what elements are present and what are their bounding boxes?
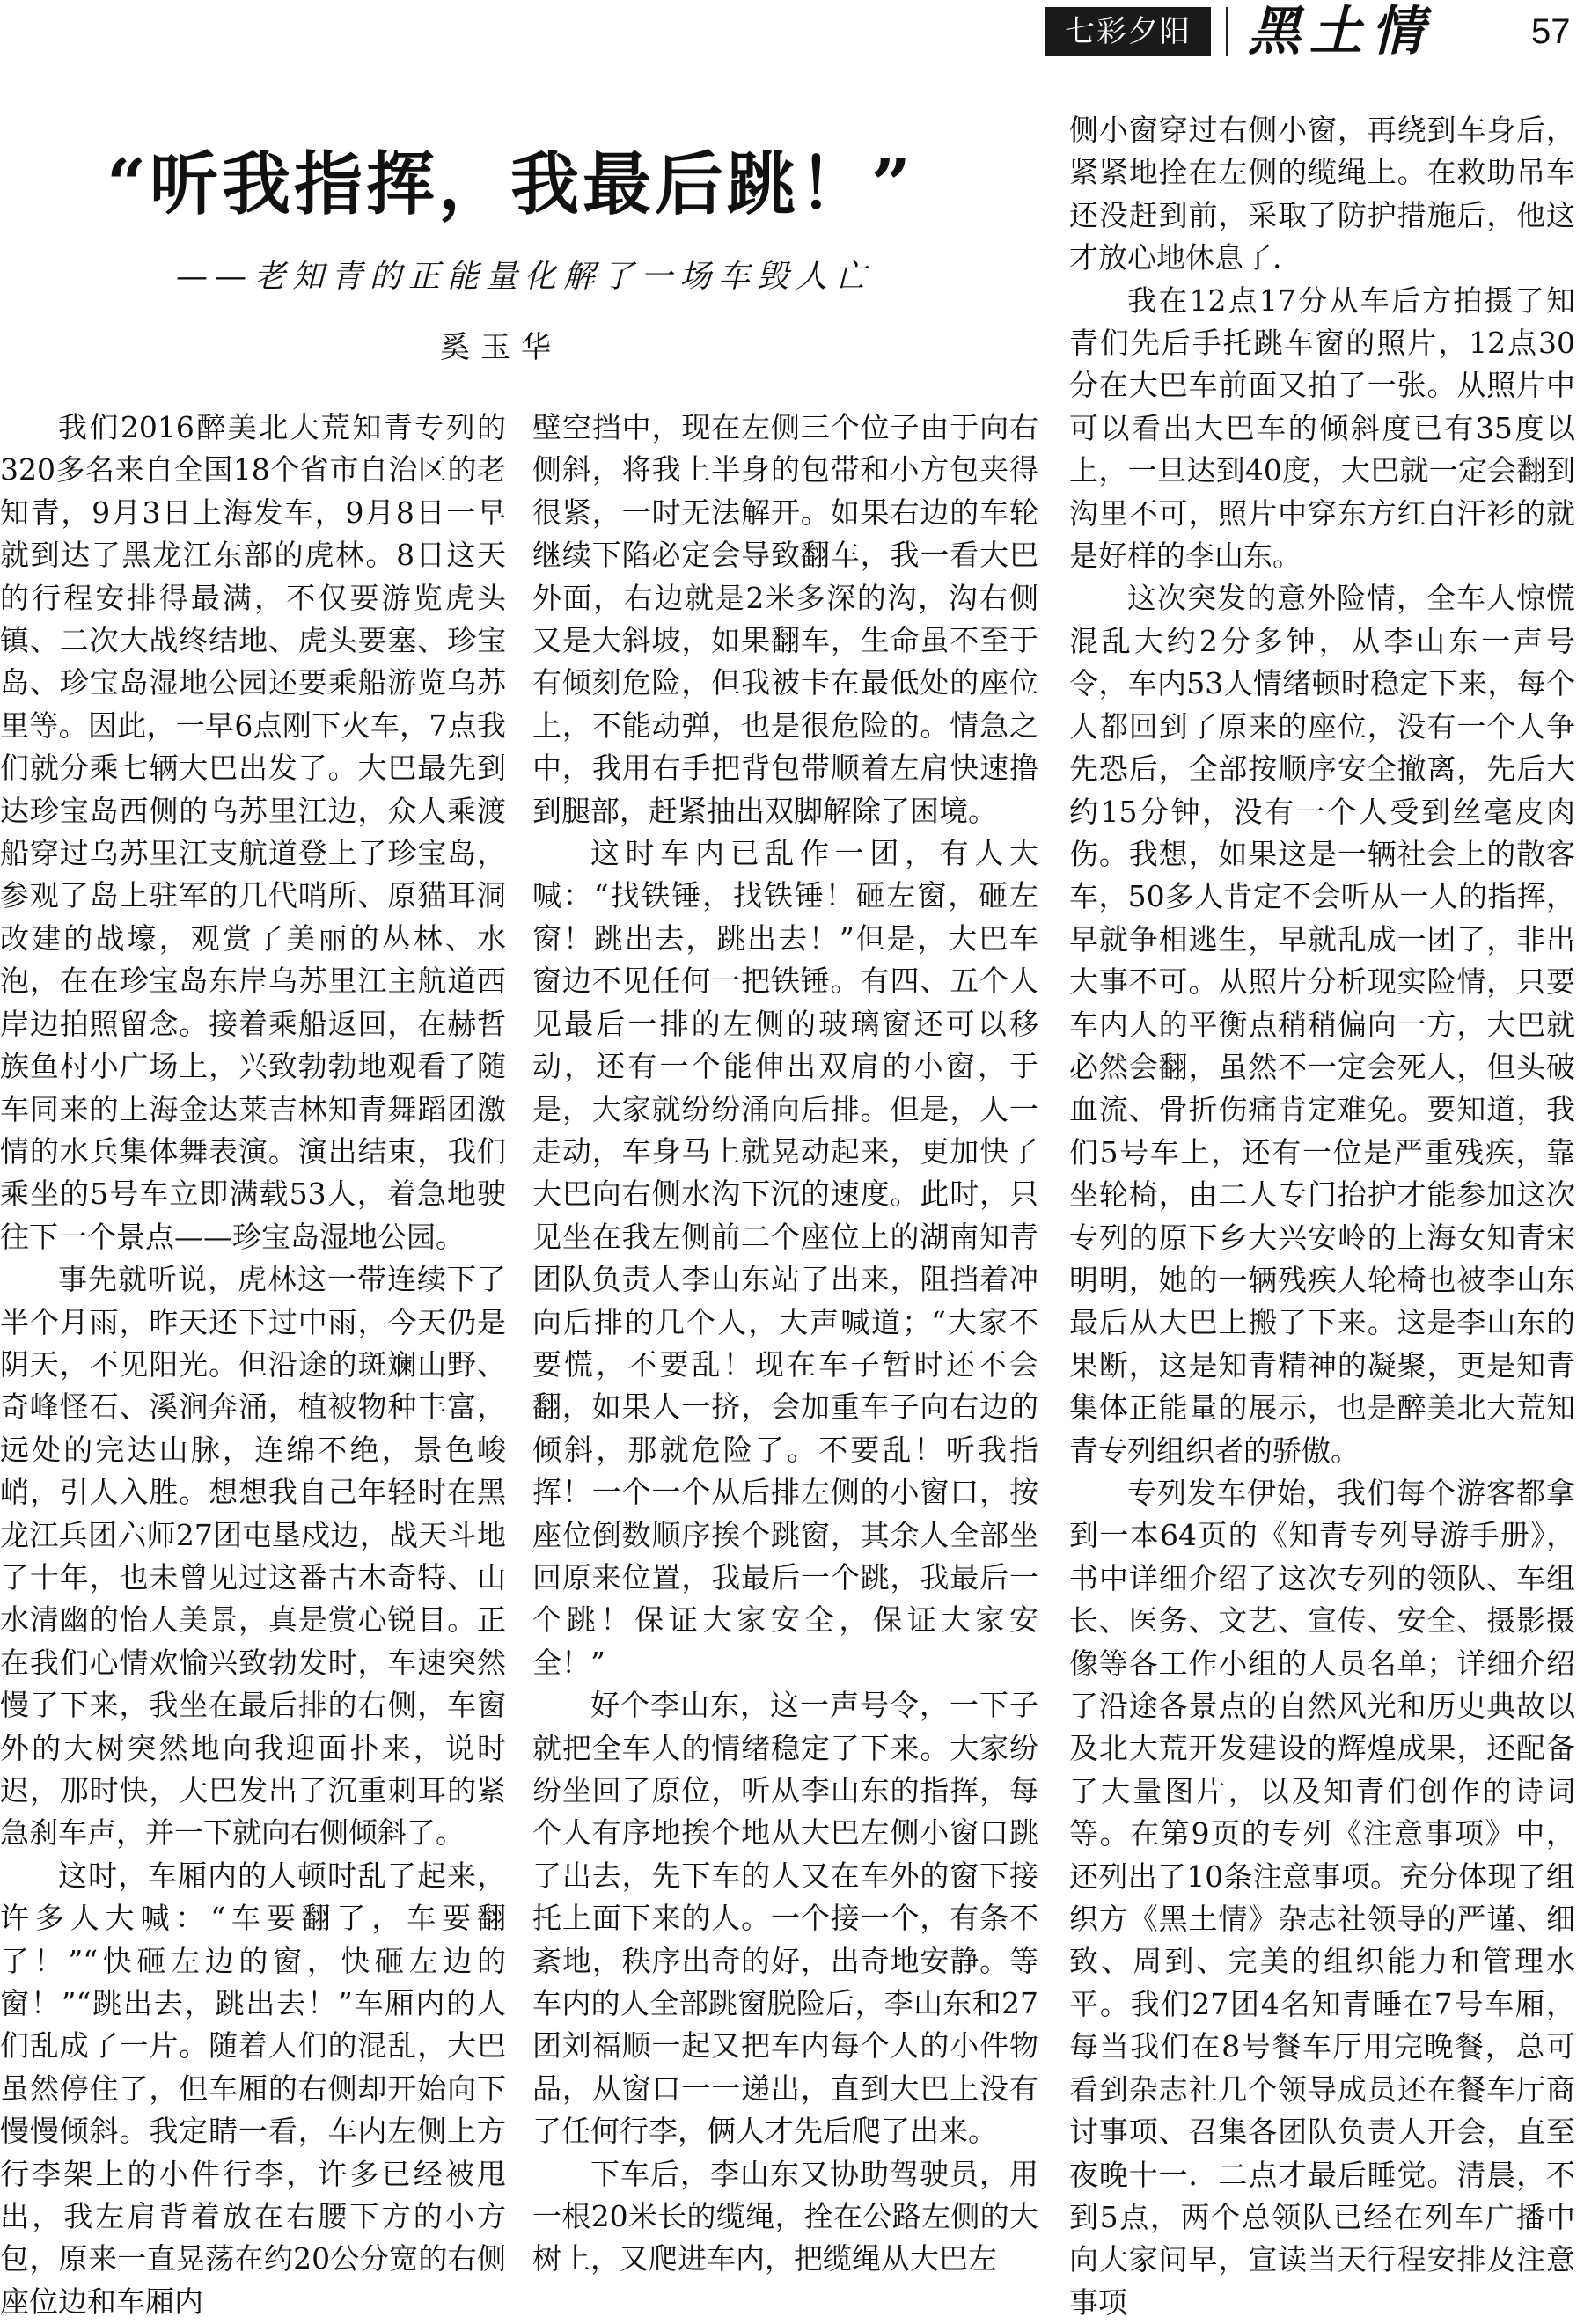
page-number: 57 — [1531, 12, 1571, 51]
text-column-2 — [532, 407, 1038, 2278]
text-column-1 — [0, 407, 506, 2319]
paragraph: 侧小窗穿过右侧小窗，再绕到车身后，紧紧地拴在左侧的缆绳上。在救助吊车还没赶到前，采取了防护措施后，他这才放心地休息了. — [1069, 113, 1575, 275]
magazine-name: 黑土情 — [1248, 1, 1433, 62]
page-header — [0, 0, 1584, 69]
paragraph: 这次突发的意外险情，全车人惊慌混乱大约2分多钟，从李山东一声号令，车内53人情绪顿时稳定下来，每个人都回到了原来的座位，没有一个人争先恐后，全部按顺序安全撤离，先后大约15分钟，没有一个人受到丝毫皮肉伤。我想，如果这是一辆社会上的散客车，50多人肯定不会听从一人的指挥，早就争相逃生，早就乱成一团了，非出大事不可。从照片分析现实险情，只要车内人的平衡点稍稍偏向一方，大巴就必然会翻，虽然不一定会死人，但头破血流、骨折伤痛肯定难免。要知道，我们5号车上，还有一位是严重残疾，靠坐轮椅，由二人专门抬护才能参加这次专列的原下乡大兴安岭的上海女知青宋明明，她的一辆残疾人轮椅也被李山东最后从大巴上搬了下来。这是李山东的果断，这是知青精神的凝聚，更是知青集体正能量的展示，也是醉美北大荒知青专列组织者的骄傲。 — [1069, 581, 1575, 1468]
header-divider — [1226, 7, 1228, 56]
article-title: “听我指挥，我最后跳！” — [106, 144, 914, 224]
article-subtitle: ——老知青的正能量化解了一场车毁人亡 — [176, 259, 874, 295]
paragraph: 这时车内已乱作一团，有人大喊：“找铁锤，找铁锤！砸左窗，砸左窗！跳出去，跳出去！”但是，大巴车窗边不见任何一把铁锤。有四、五个人见最后一排的左侧的玻璃窗还可以移动，还有一个能伸出双肩的小窗，于是，大家就纷纷涌向后排。但是，人一走动，车身马上就晃动起来，更加快了大巴向右侧水沟下沉的速度。此时，只见坐在我左侧前二个座位上的湖南知青团队负责人李山东站了出来，阻挡着冲向后排的几个人，大声喊道；“大家不要慌，不要乱！现在车子暂时还不会翻，如果人一挤，会加重车子向右边的倾斜，那就危险了。不要乱！听我指挥！一个一个从后排左侧的小窗口，按座位倒数顺序挨个跳窗，其余人全部坐回原来位置，我最后一个跳，我最后一个跳！保证大家安全，保证大家安全！” — [532, 836, 1038, 1680]
paragraph: 我们2016醉美北大荒知青专列的320多名来自全国18个省市自治区的老知青，9月3日上海发车，9月8日一早就到达了黑龙江东部的虎林。8日这天的行程安排得最满，不仅要游览虎头镇、二次大战终结地、虎头要塞、珍宝岛、珍宝岛湿地公园还要乘船游览乌苏里等。因此，一早6点刚下火车，7点我们就分乘七辆大巴出发了。大巴最先到达珍宝岛西侧的乌苏里江边，众人乘渡船穿过乌苏里江支航道登上了珍宝岛，参观了岛上驻军的几代哨所、原猫耳洞改建的战壕，观赏了美丽的丛林、水泡，在在珍宝岛东岸乌苏里江主航道西岸边拍照留念。接着乘船返回，在赫哲族鱼村小广场上，兴致勃勃地观看了随车同来的上海金达莱吉林知青舞蹈团激情的水兵集体舞表演。演出结束，我们乘坐的5号车立即满载53人，着急地驶往下一个景点——珍宝岛湿地公园。 — [0, 410, 506, 1254]
paragraph: 好个李山东，这一声号令，一下子就把全车人的情绪稳定了下来。大家纷纷坐回了原位，听从李山东的指挥，每个人有序地挨个地从大巴左侧小窗口跳了出去，先下车的人又在车外的窗下接托上面下来的人。一个接一个，有条不紊地，秩序出奇的好，出奇地安静。等车内的人全部跳窗脱险后，李山东和27团刘福顺一起又把车内每个人的小件物品，从窗口一一递出，直到大巴上没有了任何行李，俩人才先后爬了出来。 — [532, 1688, 1038, 2149]
section-tag: 七彩夕阳 — [1045, 7, 1211, 56]
paragraph: 壁空挡中，现在左侧三个位子由于向右侧斜，将我上半身的包带和小方包夹得很紧，一时无法解开。如果右边的车轮继续下陷必定会导致翻车，我一看大巴外面，右边就是2米多深的沟，沟右侧又是大斜坡，如果翻车，生命虽不至于有倾刻危险，但我被卡在最低处的座位上，不能动弹，也是很危险的。情急之中，我用右手把背包带顺着左肩快速撸到腿部，赶紧抽出双脚解除了困境。 — [532, 410, 1038, 828]
paragraph: 专列发车伊始，我们每个游客都拿到一本64页的《知青专列导游手册》，书中详细介绍了这次专列的领队、车组长、医务、文艺、宣传、安全、摄影摄像等各工作小组的人员名单；详细介绍了沿途各景点的自然风光和历史典故以及北大荒开发建设的辉煌成果，还配备了大量图片，以及知青们创作的诗词等。在第9页的专列《注意事项》中，还列出了10条注意事项。充分体现了组织方《黑土情》杂志社领导的严谨、细致、周到、完美的组织能力和管理水平。我们27团4名知青睡在7号车厢，每当我们在8号餐车厅用完晚餐，总可看到杂志社几个领导成员还在餐车厅商讨事项、召集各团队负责人开会，直至夜晚十一．二点才最后睡觉。清晨，不到5点，两个总领队已经在列车广播中向大家问早，宣读当天行程安排及注意事项 — [1069, 1476, 1575, 2320]
paragraph: 我在12点17分从车后方拍摄了知青们先后手托跳车窗的照片，12点30分在大巴车前面又拍了一张。从照片中可以看出大巴车的倾斜度已有35度以上，一旦达到40度，大巴就一定会翻到沟里不可，照片中穿东方红白汗衫的就是好样的李山东。 — [1069, 282, 1575, 574]
paragraph: 下车后，李山东又协助驾驶员，用一根20米长的缆绳，拴在公路左侧的大树上，又爬进车内，把缆绳从大巴左 — [532, 2156, 1038, 2276]
article-author: 奚玉华 — [440, 330, 561, 365]
text-column-3 — [1069, 109, 1575, 2320]
paragraph: 事先就听说，虎林这一带连续下了半个月雨，昨天还下过中雨，今天仍是阴天，不见阳光。但沿途的斑斓山野、奇峰怪石、溪涧奔涌，植被物种丰富，远处的完达山脉，连绵不绝，景色峻峭，引人入胜。想想我自己年轻时在黑龙江兵团六师27团屯垦戍边，战天斗地了十年，也未曾见过这番古木奇特、山水清幽的怡人美景，真是赏心锐目。正在我们心情欢愉兴致勃发时，车速突然慢了下来，我坐在最后排的右侧，车窗外的大树突然地向我迎面扑来，说时迟，那时快，大巴发出了沉重刺耳的紧急刹车声，并一下就向右侧倾斜了。 — [0, 1262, 506, 1851]
paragraph: 这时，车厢内的人顿时乱了起来，许多人大喊：“车要翻了，车要翻了！”“快砸左边的窗，快砸左边的窗！”“跳出去，跳出去！”车厢内的人们乱成了一片。随着人们的混乱，大巴虽然停住了，但车厢的右侧却开始向下慢慢倾斜。我定睛一看，车内左侧上方行李架上的小件行李，许多已经被甩出，我左肩背着放在右腰下方的小方包，原来一直晃荡在约20公分宽的右侧座位边和车厢内 — [0, 1858, 506, 2319]
